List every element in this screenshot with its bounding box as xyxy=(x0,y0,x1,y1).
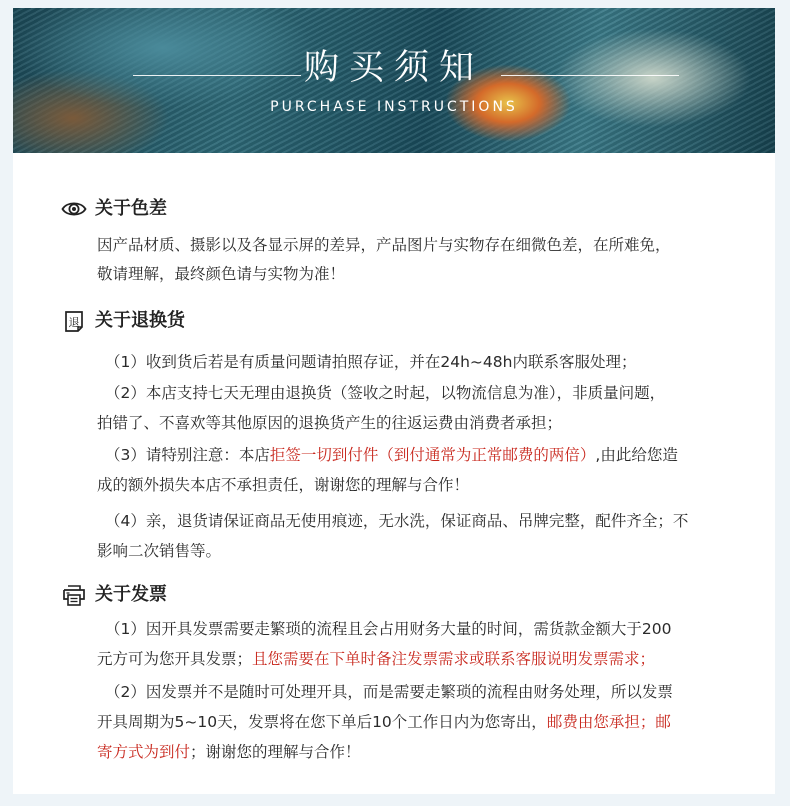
returns-item-3-line-2: 成的额外损失本店不承担责任，谢谢您的理解与合作！ xyxy=(97,476,470,494)
invoice-item-1-line-2 xyxy=(97,648,655,670)
invoice-item-2-line-2 xyxy=(97,711,671,733)
returns-item-2-line-1: （2）本店支持七天无理由退换货（签收之时起，以物流信息为准），非质量问题， xyxy=(105,384,666,402)
returns-item-2-line-2: 拍错了、不喜欢等其他原因的退换货产生的往返运费由消费者承担； xyxy=(97,414,563,432)
printer-icon xyxy=(61,582,87,608)
page-title: 购买须知 xyxy=(303,48,484,88)
invoice-item-2-line-1: （2）因发票并不是随时可处理开具，而是需要走繁琐的流程由财务处理，所以发票 xyxy=(105,683,673,701)
page-subtitle: PURCHASE INSTRUCTIONS xyxy=(270,99,518,115)
invoice-item-1-highlight: 且您需要在下单时备注发票需求或联系客服说明发票需求； xyxy=(252,650,656,668)
color-text-line-2: 敬请理解，最终颜色请与实物为准！ xyxy=(97,265,346,283)
header-banner xyxy=(13,8,775,153)
invoice-item-2-closing: ；谢谢您的理解与合作！ xyxy=(190,743,361,761)
section-title-invoice: 关于发票 xyxy=(95,584,167,605)
invoice-item-2-text: 开具周期为5~10天，发票将在您下单后10个工作日内为您寄出， xyxy=(97,713,547,731)
returns-item-3-line-1 xyxy=(105,444,678,466)
invoice-item-2-highlight-cont: 寄方式为到付 xyxy=(97,743,191,761)
returns-item-1: （1）收到货后若是有质量问题请拍照存证，并在24h~48h内联系客服处理； xyxy=(105,353,637,371)
eye-icon xyxy=(61,196,87,222)
invoice-item-1-text: 元方可为您开具发票； xyxy=(97,650,253,668)
invoice-item-1-line-1: （1）因开具发票需要走繁琐的流程且会占用财务大量的时间，需货款金额大于200 xyxy=(105,620,672,638)
returns-item-4-line-1: （4）亲，退货请保证商品无使用痕迹，无水洗，保证商品、吊牌完整，配件齐全；不 xyxy=(105,512,689,530)
returns-item-3-prefix: （3）请特别注意：本店 xyxy=(105,446,270,464)
instructions-card xyxy=(13,8,775,794)
returns-item-3-highlight: 拒签一切到付件（到付通常为正常邮费的两倍） xyxy=(269,446,596,464)
section-title-color: 关于色差 xyxy=(95,198,167,219)
returns-item-3-suffix: ,由此给您造 xyxy=(595,446,678,464)
invoice-item-2-highlight: 邮费由您承担；邮 xyxy=(546,713,671,731)
svg-text:退: 退 xyxy=(68,316,80,329)
return-badge-icon xyxy=(61,308,87,334)
color-text-line-1: 因产品材质、摄影以及各显示屏的差异，产品图片与实物存在细微色差，在所难免， xyxy=(97,236,671,254)
invoice-item-2-line-3 xyxy=(97,741,361,763)
section-title-returns: 关于退换货 xyxy=(95,310,185,331)
returns-item-4-line-2: 影响二次销售等。 xyxy=(97,542,222,560)
